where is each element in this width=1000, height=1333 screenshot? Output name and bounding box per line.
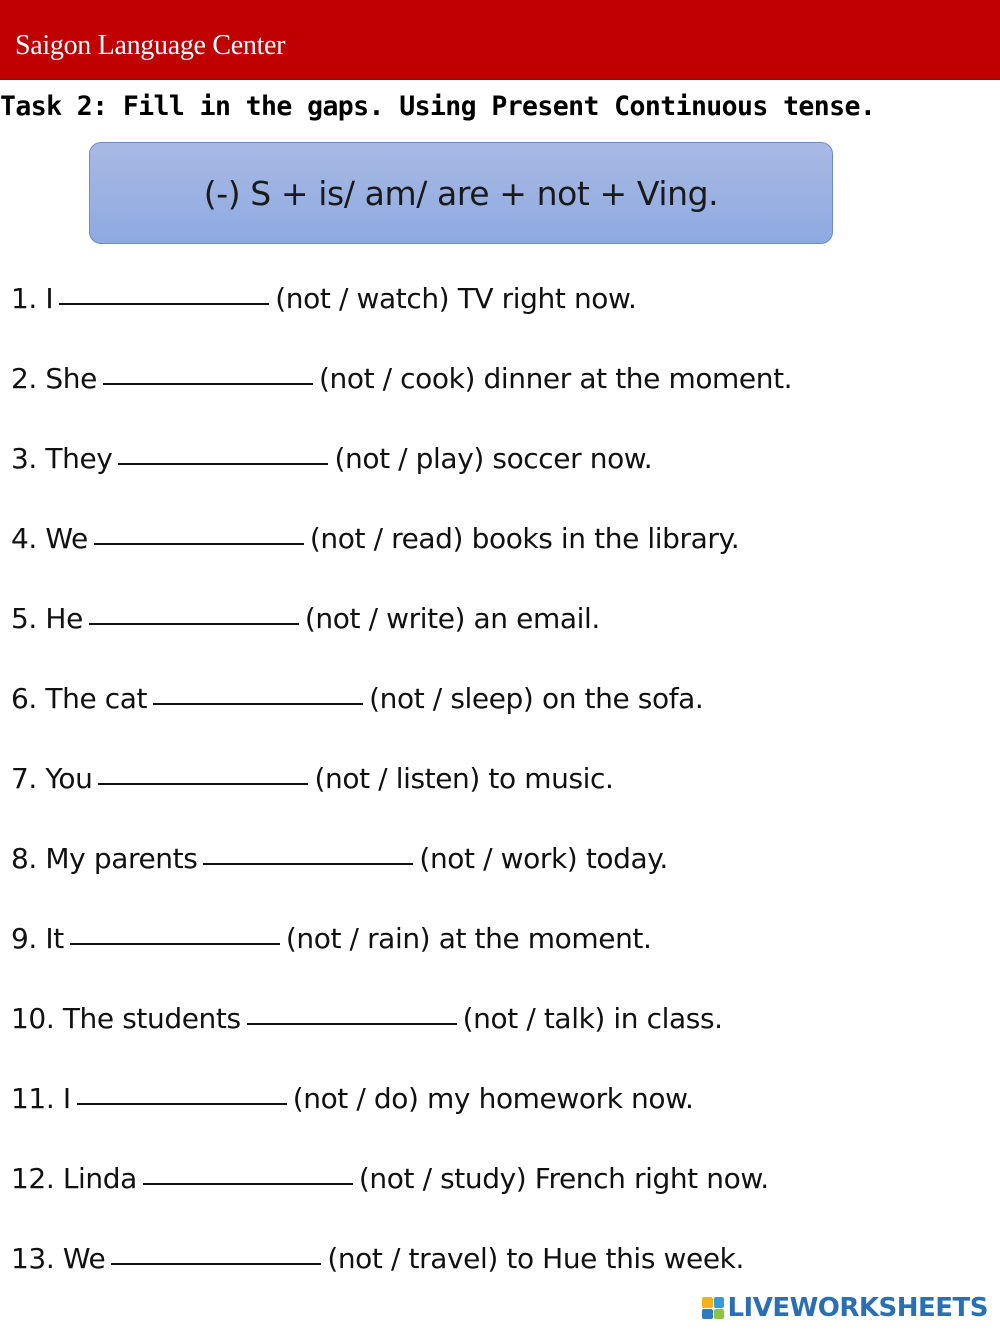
exercise-suffix: (not / listen) to music.	[314, 762, 614, 795]
formula-box	[89, 142, 833, 244]
answer-blank[interactable]	[89, 593, 299, 625]
exercise-item	[11, 676, 792, 756]
answer-blank[interactable]	[111, 1233, 321, 1265]
exercise-suffix: (not / work) today.	[419, 842, 668, 875]
header-bar	[0, 0, 1000, 80]
exercise-item	[11, 276, 792, 356]
exercise-suffix: (not / study) French right now.	[358, 1162, 769, 1195]
answer-blank[interactable]	[59, 273, 269, 305]
exercise-item	[11, 436, 792, 516]
exercise-suffix: (not / sleep) on the sofa.	[369, 682, 704, 715]
liveworksheets-logo-icon	[702, 1297, 724, 1319]
exercise-item	[11, 916, 792, 996]
exercise-item	[11, 516, 792, 596]
exercise-prefix: 11. I	[11, 1082, 71, 1115]
exercise-suffix: (not / read) books in the library.	[309, 522, 740, 555]
exercise-prefix: 10. The students	[11, 1002, 241, 1035]
answer-blank[interactable]	[203, 833, 413, 865]
page-title: Saigon Language Center	[15, 30, 286, 61]
exercise-suffix: (not / play) soccer now.	[334, 442, 653, 475]
exercise-item	[11, 1076, 792, 1156]
exercise-suffix: (not / talk) in class.	[462, 1002, 723, 1035]
exercise-prefix: 13. We	[11, 1242, 106, 1275]
exercise-suffix: (not / cook) dinner at the moment.	[318, 362, 793, 395]
answer-blank[interactable]	[247, 993, 457, 1025]
exercise-prefix: 2. She	[11, 362, 97, 395]
exercise-item	[11, 356, 792, 436]
exercise-suffix: (not / rain) at the moment.	[285, 922, 652, 955]
exercise-suffix: (not / write) an email.	[304, 602, 600, 635]
exercise-prefix: 1. I	[11, 282, 54, 315]
answer-blank[interactable]	[98, 753, 308, 785]
exercise-item	[11, 1156, 792, 1236]
answer-blank[interactable]	[143, 1153, 353, 1185]
exercise-item	[11, 756, 792, 836]
exercise-prefix: 4. We	[11, 522, 88, 555]
answer-blank[interactable]	[77, 1073, 287, 1105]
exercise-prefix: 6. The cat	[11, 682, 148, 715]
exercise-item	[11, 1236, 792, 1316]
answer-blank[interactable]	[70, 913, 280, 945]
exercise-prefix: 9. It	[11, 922, 64, 955]
answer-blank[interactable]	[103, 353, 313, 385]
exercise-suffix: (not / travel) to Hue this week.	[327, 1242, 744, 1275]
exercise-prefix: 7. You	[11, 762, 93, 795]
exercise-prefix: 5. He	[11, 602, 83, 635]
answer-blank[interactable]	[118, 433, 328, 465]
exercise-prefix: 8. My parents	[11, 842, 198, 875]
task-heading: Task 2: Fill in the gaps. Using Present Continuous tense.	[0, 91, 876, 122]
answer-blank[interactable]	[153, 673, 363, 705]
liveworksheets-watermark	[702, 1291, 988, 1325]
exercise-list	[11, 276, 792, 1316]
formula-text: (-) S + is/ am/ are + not + Ving.	[203, 173, 719, 213]
exercise-suffix: (not / watch) TV right now.	[275, 282, 637, 315]
exercise-suffix: (not / do) my homework now.	[292, 1082, 694, 1115]
exercise-prefix: 12. Linda	[11, 1162, 137, 1195]
answer-blank[interactable]	[94, 513, 304, 545]
exercise-item	[11, 996, 792, 1076]
watermark-text: LIVEWORKSHEETS	[727, 1293, 988, 1323]
exercise-item	[11, 596, 792, 676]
exercise-item	[11, 836, 792, 916]
exercise-prefix: 3. They	[11, 442, 113, 475]
